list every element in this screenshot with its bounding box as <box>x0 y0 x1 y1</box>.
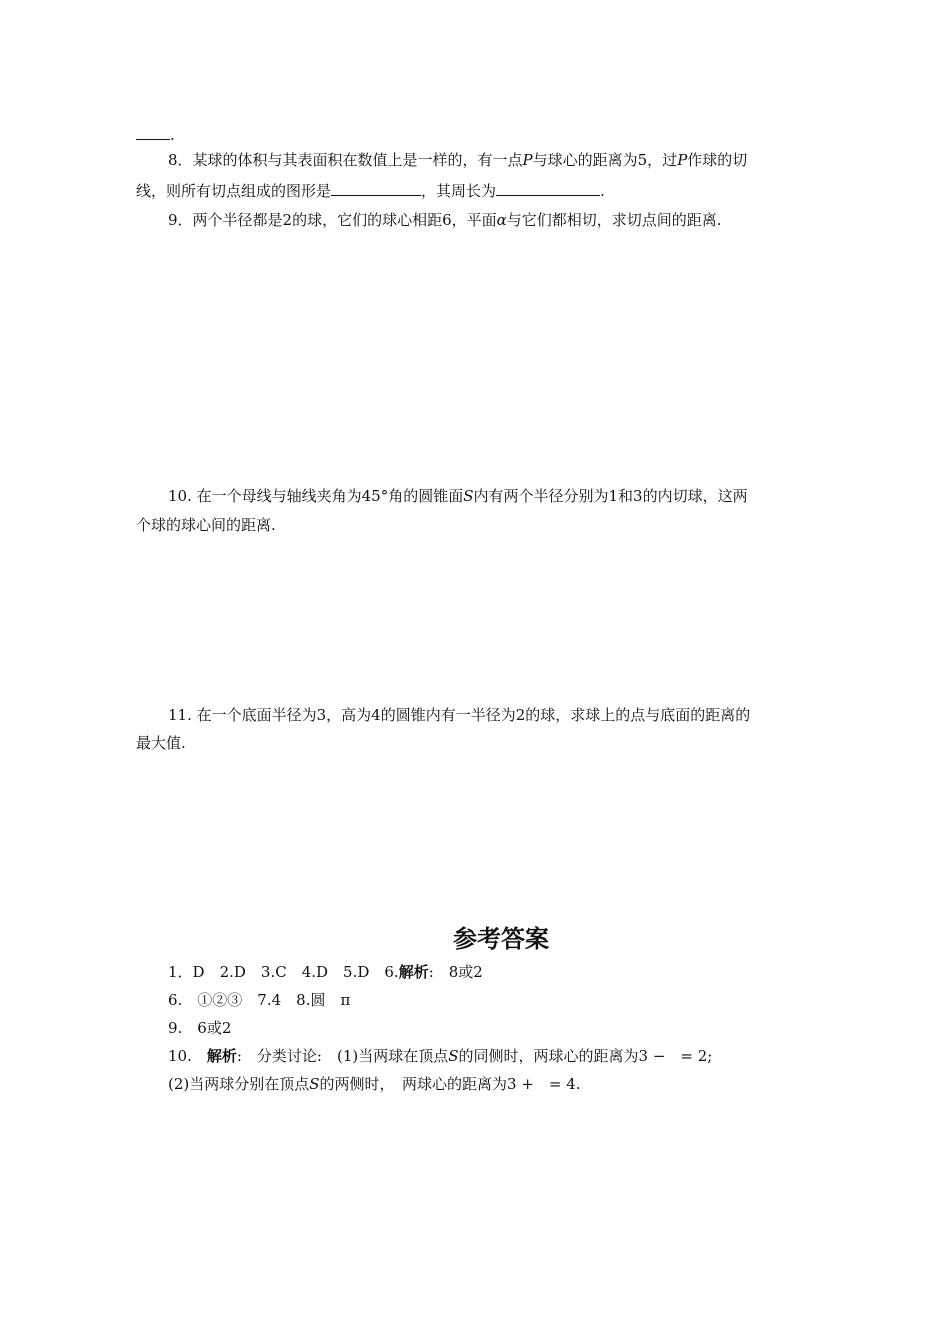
answers-title: 参考答案 <box>453 925 549 953</box>
answers-row-4: 10. 解析: 分类讨论: (1)当两球在顶点S的同侧时，两球心的距离为3 − = 2; <box>168 1047 713 1065</box>
answer-blank <box>136 124 170 140</box>
question-9: 9．两个半径都是2的球，它们的球心相距6，平面α与它们都相切，求切点间的距离. <box>168 211 722 229</box>
question-11-line-2: 最大值. <box>136 734 186 752</box>
answers-row-3: 9. 6或2 <box>168 1019 232 1037</box>
answer-blank <box>496 180 600 196</box>
question-10-line-1: 10. 在一个母线与轴线夹角为45°角的圆锥面S内有两个半径分别为1和3的内切球，这两 <box>168 487 748 505</box>
answers-row-5: (2)当两球分别在顶点S的两侧时， 两球心的距离为3 + = 4. <box>168 1075 581 1093</box>
answers-row-2: 6. ①②③ 7.4 8.圆 π <box>168 991 351 1009</box>
question-8-line-1: 8．某球的体积与其表面积在数值上是一样的，有一点P与球心的距离为5，过P作球的切 <box>168 151 748 169</box>
q7-tail: . <box>136 124 175 145</box>
question-8-line-2: 线，则所有切点组成的图形是 ，其周长为 . <box>136 182 605 200</box>
answers-row-1: 1．D 2.D 3.C 4.D 5.D 6.解析: 8或2 <box>168 963 483 981</box>
question-10-line-2: 个球的球心间的距离. <box>136 516 276 534</box>
answer-blank <box>331 180 421 196</box>
question-11-line-1: 11. 在一个底面半径为3，高为4的圆锥内有一半径为2的球，求球上的点与底面的距离的 <box>168 706 751 724</box>
